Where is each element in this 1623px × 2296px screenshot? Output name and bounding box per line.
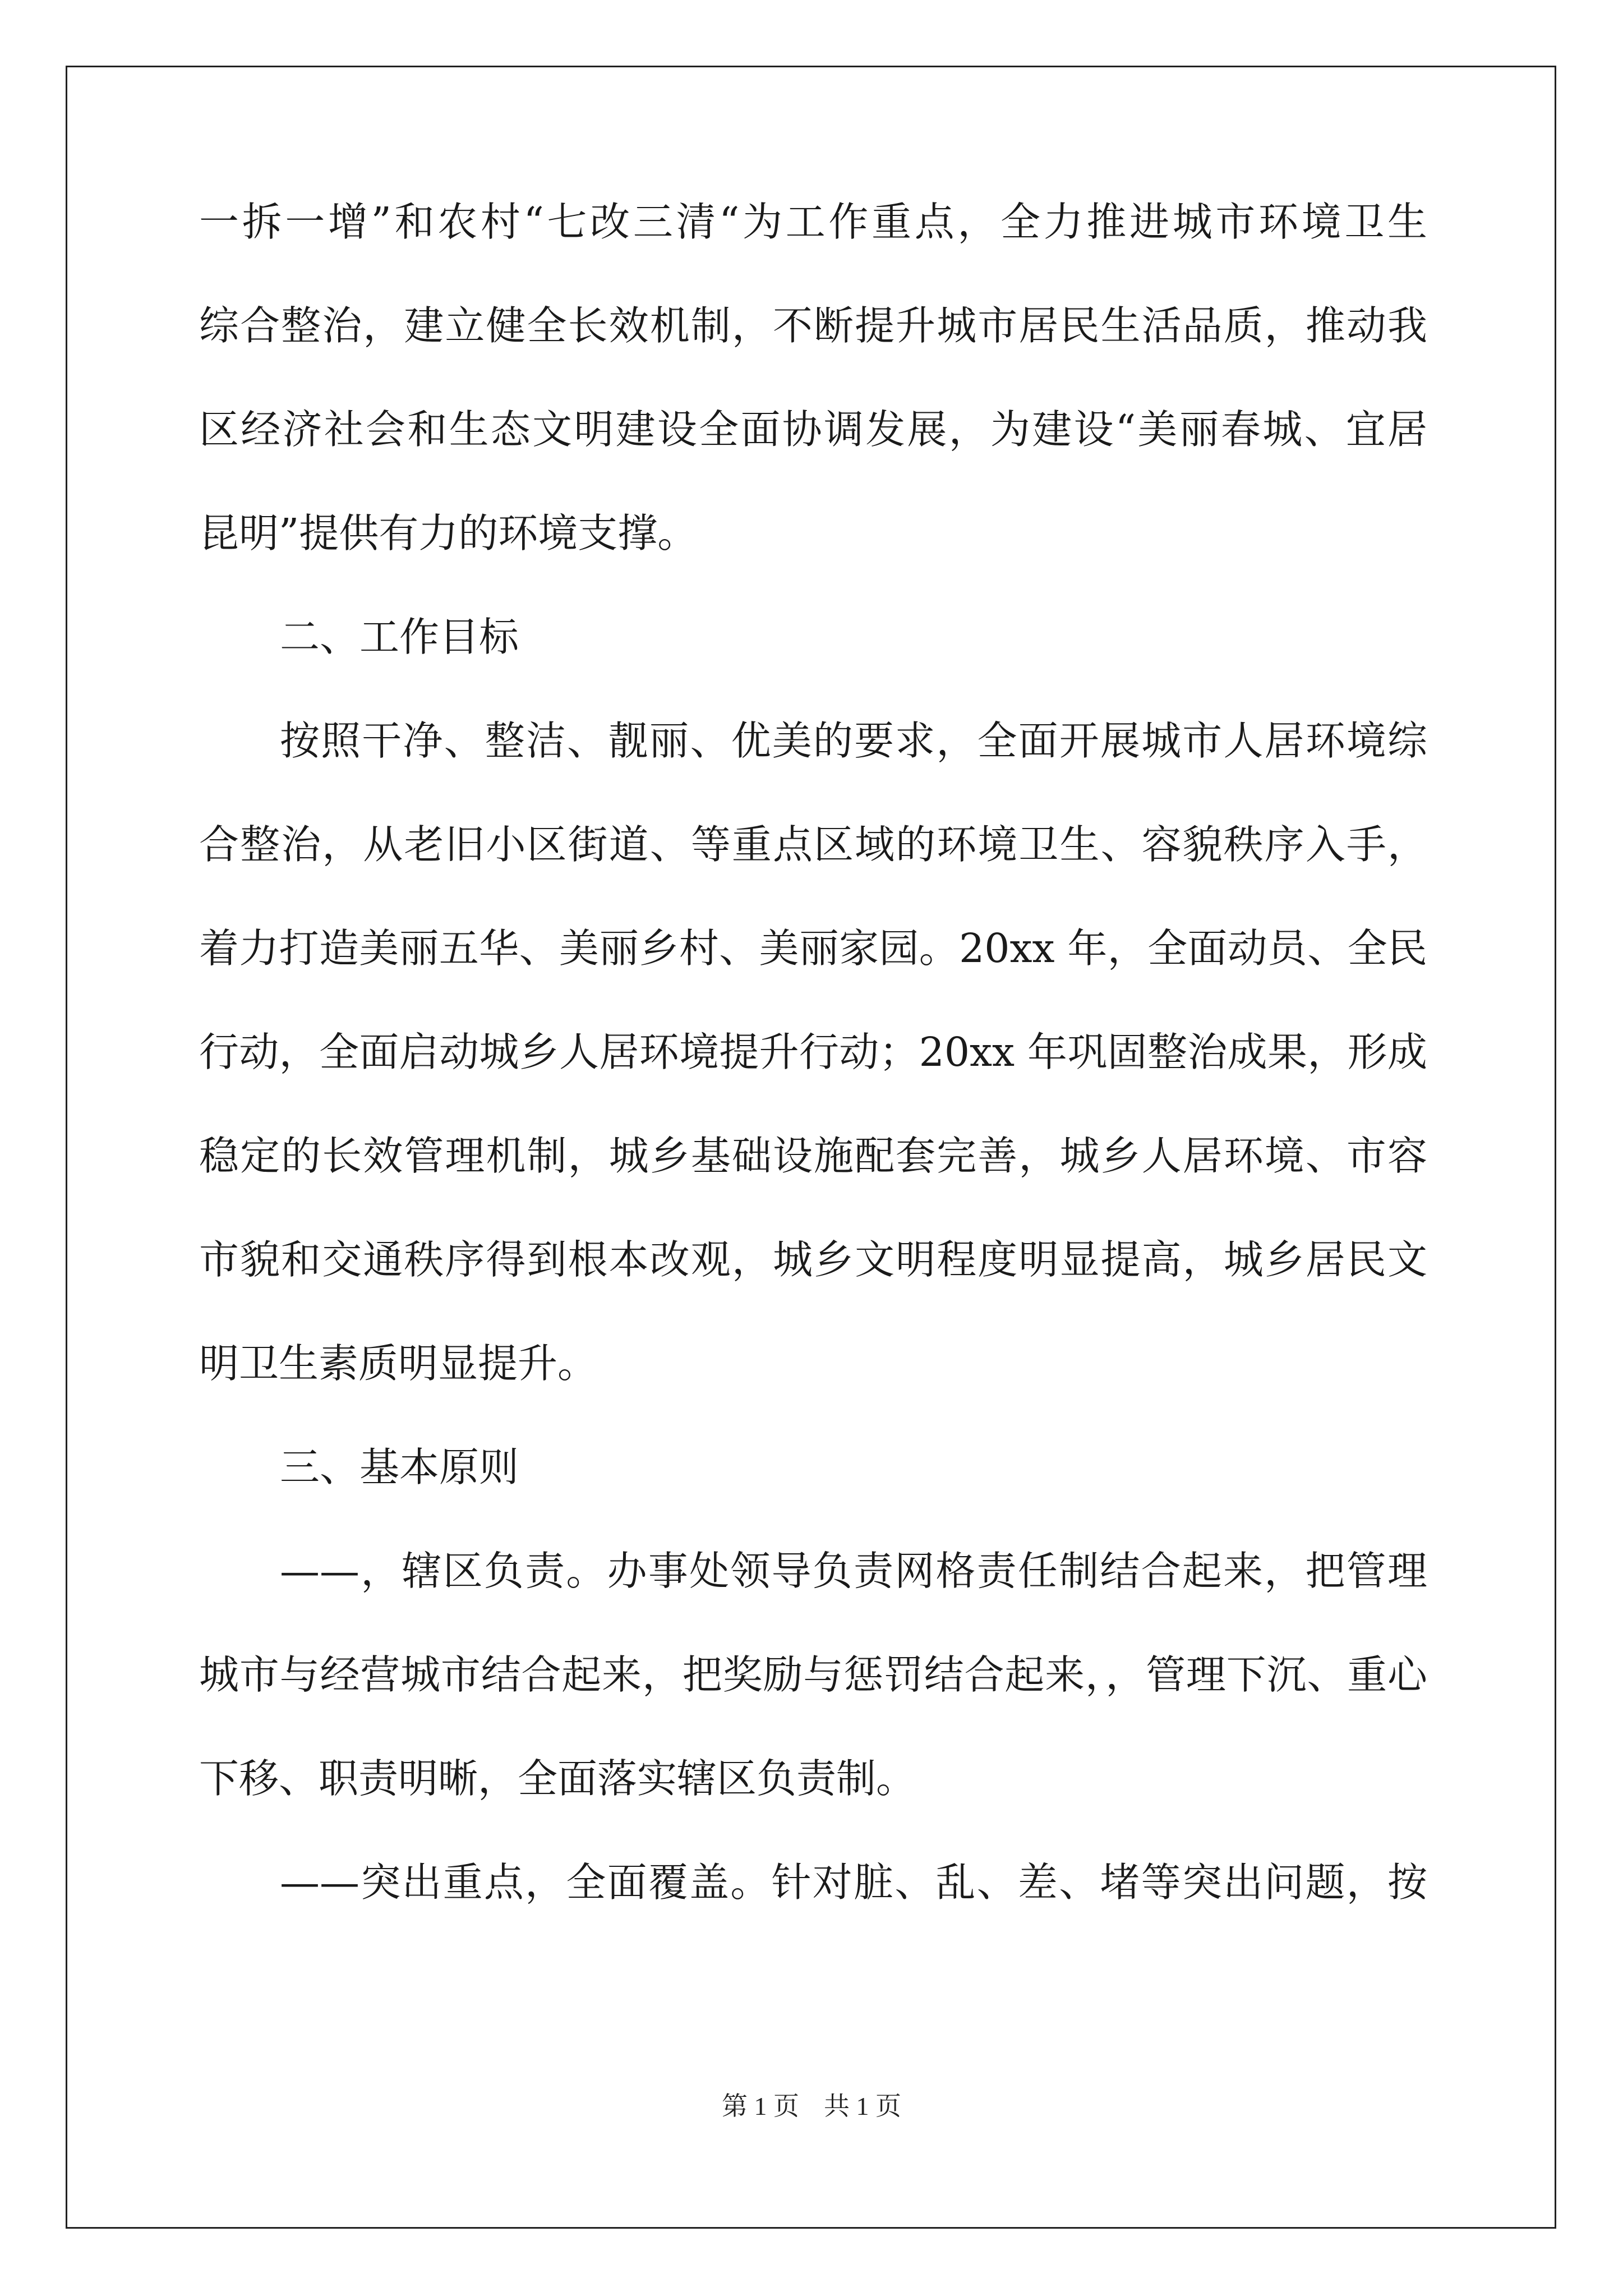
paragraph-line: 市貌和交通秩序得到根本改观，城乡文明程度明显提高，城乡居民文 bbox=[199, 1236, 1427, 1283]
paragraph-line: 下移、职责明晰，全面落实辖区负责制。 bbox=[199, 1755, 916, 1802]
paragraph-line: 合整治，从老旧小区街道、等重点区域的环境卫生、容貌秩序入手， bbox=[199, 821, 1427, 868]
page-number-total: 共 1 页 bbox=[824, 2092, 901, 2120]
paragraph-line: ——，辖区负责。办事处领导负责网格责任制结合起来，把管理 bbox=[280, 1548, 1427, 1594]
paragraph-line: 着力打造美丽五华、美丽乡村、美丽家园。20xx 年，全面动员、全民 bbox=[199, 925, 1427, 972]
paragraph-line: 区经济社会和生态文明建设全面协调发展，为建设“美丽春城、宜居 bbox=[199, 406, 1427, 453]
paragraph-line: 一拆一增”和农村“七改三清“为工作重点，全力推进城市环境卫生 bbox=[199, 199, 1427, 245]
paragraph-line: 昆明”提供有力的环境支撑。 bbox=[199, 510, 698, 556]
paragraph-line: 城市与经营城市结合起来，把奖励与惩罚结合起来，，管理下沉、重心 bbox=[199, 1651, 1427, 1698]
paragraph-line: 明卫生素质明显提升。 bbox=[199, 1340, 598, 1387]
page-footer bbox=[0, 2092, 1623, 2120]
paragraph-line: 按照干净、整洁、靓丽、优美的要求，全面开展城市人居环境综 bbox=[280, 717, 1427, 764]
section-heading: 二、工作目标 bbox=[280, 614, 519, 660]
document-body bbox=[199, 199, 1427, 1966]
paragraph-line: 稳定的长效管理机制，城乡基础设施配套完善，城乡人居环境、市容 bbox=[199, 1133, 1427, 1179]
paragraph-line: 综合整治，建立健全长效机制，不断提升城市居民生活品质，推动我 bbox=[199, 302, 1427, 349]
paragraph-line: 行动，全面启动城乡人居环境提升行动；20xx 年巩固整治成果，形成 bbox=[199, 1029, 1427, 1075]
section-heading: 三、基本原则 bbox=[280, 1444, 519, 1490]
paragraph-line: ——突出重点，全面覆盖。针对脏、乱、差、堵等突出问题，按 bbox=[280, 1859, 1427, 1906]
page-number-current: 第 1 页 bbox=[722, 2092, 799, 2120]
